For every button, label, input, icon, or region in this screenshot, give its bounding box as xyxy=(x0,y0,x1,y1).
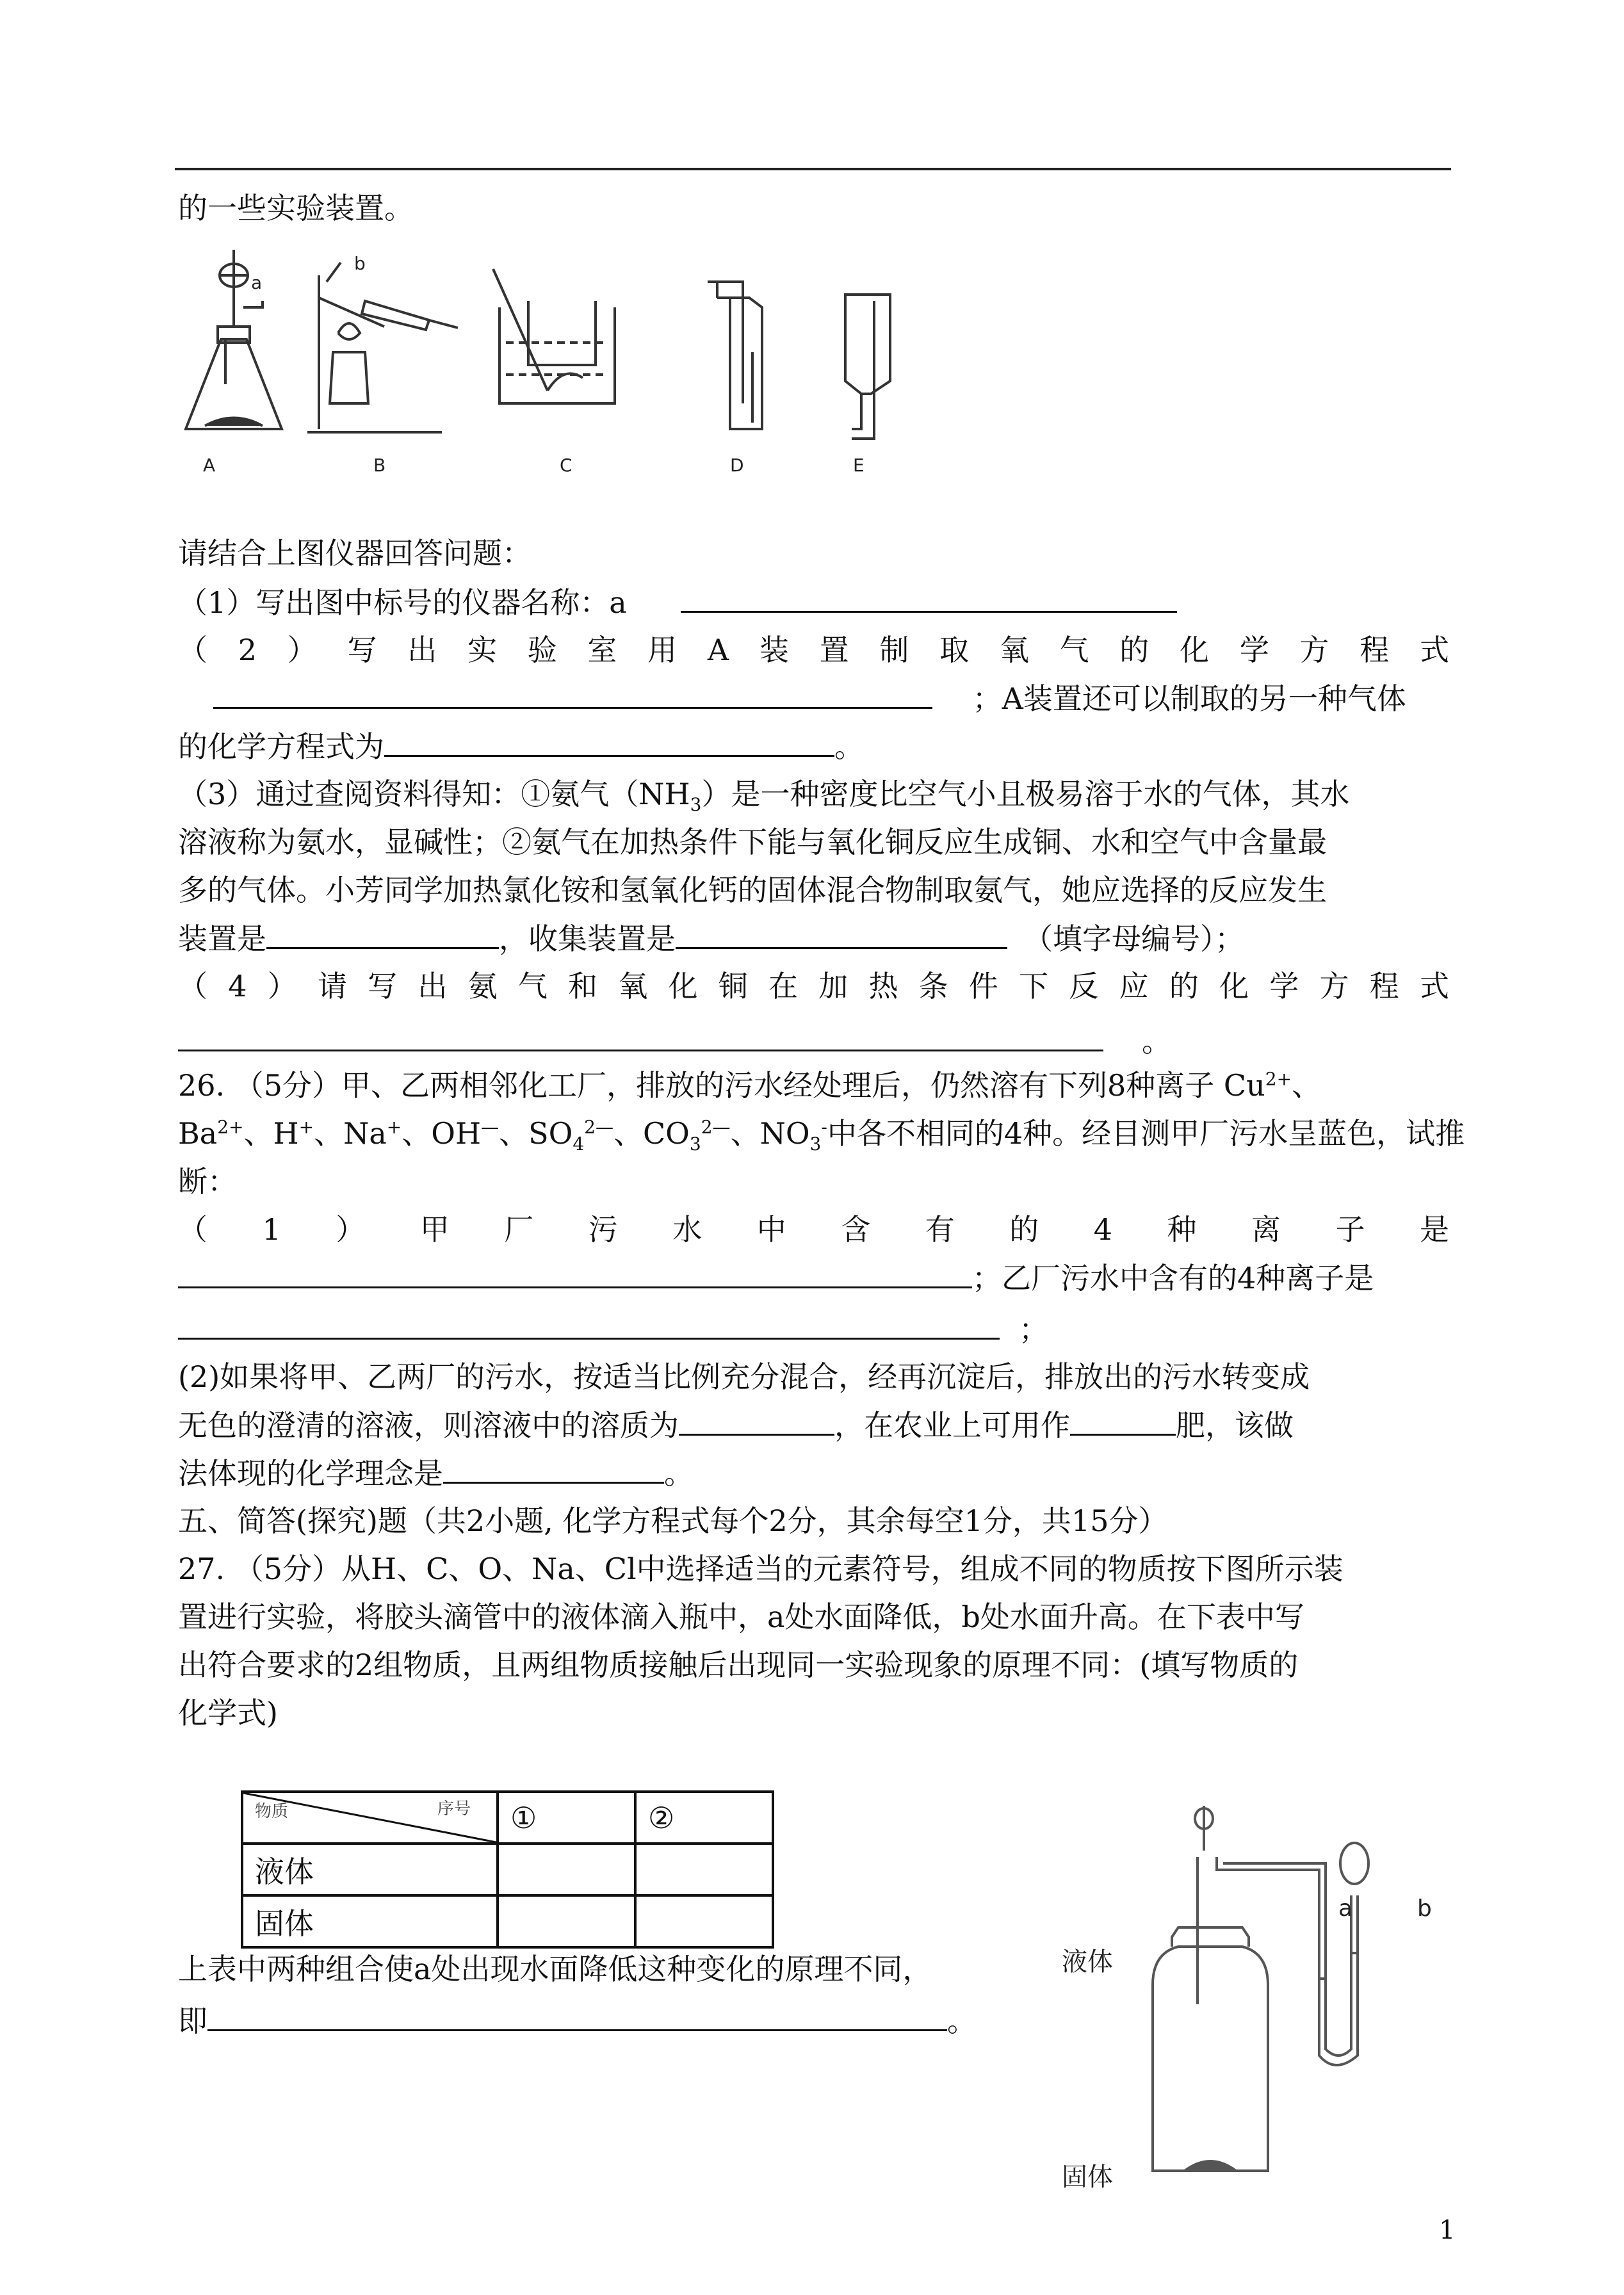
label-solid: 固体 xyxy=(1062,2162,1113,2192)
text: 。 xyxy=(834,729,864,764)
text-line: 多的气体。小芳同学加热氯化铵和氢氧化钙的固体混合物制取氨气，她应选择的反应发生 xyxy=(178,873,1327,907)
answer-table xyxy=(241,1790,774,1949)
text-line: （1）甲厂污水中含有的4种离子是 xyxy=(178,1212,1449,1247)
text: 。 xyxy=(664,1456,694,1491)
subscript: 3 xyxy=(809,1133,822,1155)
text: 、OH xyxy=(402,1116,482,1151)
answer-blank[interactable] xyxy=(207,2001,947,2031)
answer-blank[interactable] xyxy=(266,919,499,949)
superscript: — xyxy=(481,1116,499,1138)
row-label: 液体 xyxy=(242,1844,498,1895)
text: 的化学方程式为 xyxy=(178,729,384,764)
answer-blank[interactable] xyxy=(178,1310,1000,1340)
text-line: （2）写出实验室用A装置制取氧气的化学方程式 xyxy=(178,633,1449,667)
label-B: B xyxy=(373,455,386,476)
label-a: a xyxy=(251,272,263,293)
text: ，在农业上可用作 xyxy=(834,1408,1070,1443)
label-liquid: 液体 xyxy=(1062,1947,1113,1977)
page-number: 1 xyxy=(1439,2216,1456,2245)
question-line xyxy=(178,1258,1449,1297)
text: （1）写出图中标号的仪器名称：a xyxy=(178,585,627,620)
text-line: 上表中两种组合使a处出现水面降低这种变化的原理不同， xyxy=(178,1952,932,1986)
answer-blank[interactable] xyxy=(443,1454,664,1484)
text: 、H xyxy=(243,1116,299,1151)
label-A: A xyxy=(203,455,216,476)
text-line: 断： xyxy=(178,1164,237,1199)
text-line xyxy=(178,1066,1449,1105)
question-line xyxy=(178,1310,1449,1349)
text: 、SO xyxy=(499,1116,573,1151)
text: 、 xyxy=(1292,1068,1322,1103)
text: 中各不相同的4种。经目测甲厂污水呈蓝色，试推 xyxy=(827,1116,1465,1151)
question-line xyxy=(178,727,1449,766)
text: 、Na xyxy=(314,1116,387,1151)
superscript: + xyxy=(386,1116,402,1138)
answer-blank[interactable] xyxy=(213,679,932,709)
table-cell[interactable] xyxy=(635,1844,773,1895)
text: 无色的澄清的溶液，则溶液中的溶质为 xyxy=(178,1408,679,1443)
text: 即 xyxy=(178,2004,207,2038)
text-line: （4）请写出氨气和氧化铜在加热条件下反应的化学方程式 xyxy=(178,969,1449,1003)
text: 、NO xyxy=(730,1116,810,1151)
question-line xyxy=(178,1454,1449,1493)
bottle-drawing xyxy=(1050,1793,1447,2177)
text: 、CO xyxy=(613,1116,690,1151)
table-header: ① xyxy=(498,1792,635,1844)
text: ；A装置还可以制取的另一种气体 xyxy=(972,681,1406,716)
text: 。 xyxy=(1142,1024,1171,1058)
superscript: + xyxy=(298,1116,314,1138)
text: 26. （5分）甲、乙两相邻化工厂，排放的污水经处理后，仍然溶有下列8种离子 Cu xyxy=(178,1068,1265,1103)
text: ，收集装置是 xyxy=(499,921,676,956)
text-line: 请结合上图仪器回答问题： xyxy=(178,536,532,571)
text-line: 置进行实验，将胶头滴管中的液体滴入瓶中，a处水面降低，b处水面升高。在下表中写 xyxy=(178,1600,1304,1634)
question-line xyxy=(178,1021,1449,1060)
answer-blank[interactable] xyxy=(679,1406,834,1436)
header-rule xyxy=(175,168,1451,170)
table-cell[interactable] xyxy=(498,1895,635,1947)
text-line: 的一些实验装置。 xyxy=(178,191,414,225)
text: 装置是 xyxy=(178,921,266,956)
text: 肥，该做 xyxy=(1176,1408,1294,1443)
question-line xyxy=(178,1406,1449,1445)
text: ）是一种密度比空气小且极易溶于水的气体，其水 xyxy=(701,777,1350,811)
superscript: - xyxy=(821,1116,827,1138)
superscript: 2+ xyxy=(217,1116,244,1138)
table-header: ② xyxy=(635,1792,773,1844)
table-cell[interactable] xyxy=(498,1844,635,1895)
text: （填字母编号）； xyxy=(1023,921,1244,956)
apparatus-drawing xyxy=(173,237,973,448)
text-line xyxy=(178,1114,1465,1155)
row-label: 固体 xyxy=(242,1895,498,1947)
answer-blank[interactable] xyxy=(1070,1406,1176,1436)
table-corner xyxy=(242,1792,498,1844)
question-line xyxy=(178,2001,1036,2040)
question-line xyxy=(178,583,1449,622)
text: ； xyxy=(1019,1312,1048,1347)
text: 法体现的化学理念是 xyxy=(178,1456,443,1491)
question-line xyxy=(178,919,1449,958)
corner-left-label: 物质 xyxy=(255,1802,289,1821)
question-line xyxy=(178,679,1449,718)
label-C: C xyxy=(560,455,572,476)
subscript: 4 xyxy=(572,1133,585,1155)
section-heading: 五、简答(探究)题（共2小题, 化学方程式每个2分，其余每空1分，共15分） xyxy=(178,1504,1168,1538)
label-E: E xyxy=(853,455,865,476)
answer-blank[interactable] xyxy=(676,919,1007,949)
superscript: 2+ xyxy=(1265,1068,1292,1090)
label-b: b xyxy=(1417,1895,1432,1922)
subscript: 3 xyxy=(690,794,702,816)
answer-blank[interactable] xyxy=(178,1021,1103,1051)
text-line xyxy=(178,775,1449,816)
label-b: b xyxy=(354,253,366,274)
text-line: (2)如果将甲、乙两厂的污水，按适当比例充分混合，经再沉淀后，排放出的污水转变成 xyxy=(178,1359,1310,1394)
text: （3）通过查阅资料得知：①氨气（NH xyxy=(178,777,690,811)
superscript: 2— xyxy=(701,1116,731,1138)
text-line: 27. （5分）从H、C、O、Na、Cl中选择适当的元素符号，组成不同的物质按下图所示装 xyxy=(178,1552,1344,1586)
corner-right-label: 序号 xyxy=(437,1799,471,1819)
answer-blank[interactable] xyxy=(178,1258,972,1288)
label-a: a xyxy=(1338,1895,1353,1922)
subscript: 3 xyxy=(689,1133,701,1155)
text: ；乙厂污水中含有的4种离子是 xyxy=(972,1261,1374,1295)
text: Ba xyxy=(178,1116,218,1151)
table-cell[interactable] xyxy=(635,1895,773,1947)
text-line: 溶液称为氨水，显碱性；②氨气在加热条件下能与氧化铜反应生成铜、水和空气中含量最 xyxy=(178,825,1327,859)
text-line: 出符合要求的2组物质，且两组物质接触后出现同一实验现象的原理不同：(填写物质的 xyxy=(178,1648,1299,1682)
answer-blank[interactable] xyxy=(681,583,1177,613)
answer-blank[interactable] xyxy=(384,727,834,757)
label-D: D xyxy=(730,455,744,476)
superscript: 2— xyxy=(584,1116,613,1138)
text: 。 xyxy=(947,2004,977,2038)
text-line: 化学式) xyxy=(178,1696,278,1730)
